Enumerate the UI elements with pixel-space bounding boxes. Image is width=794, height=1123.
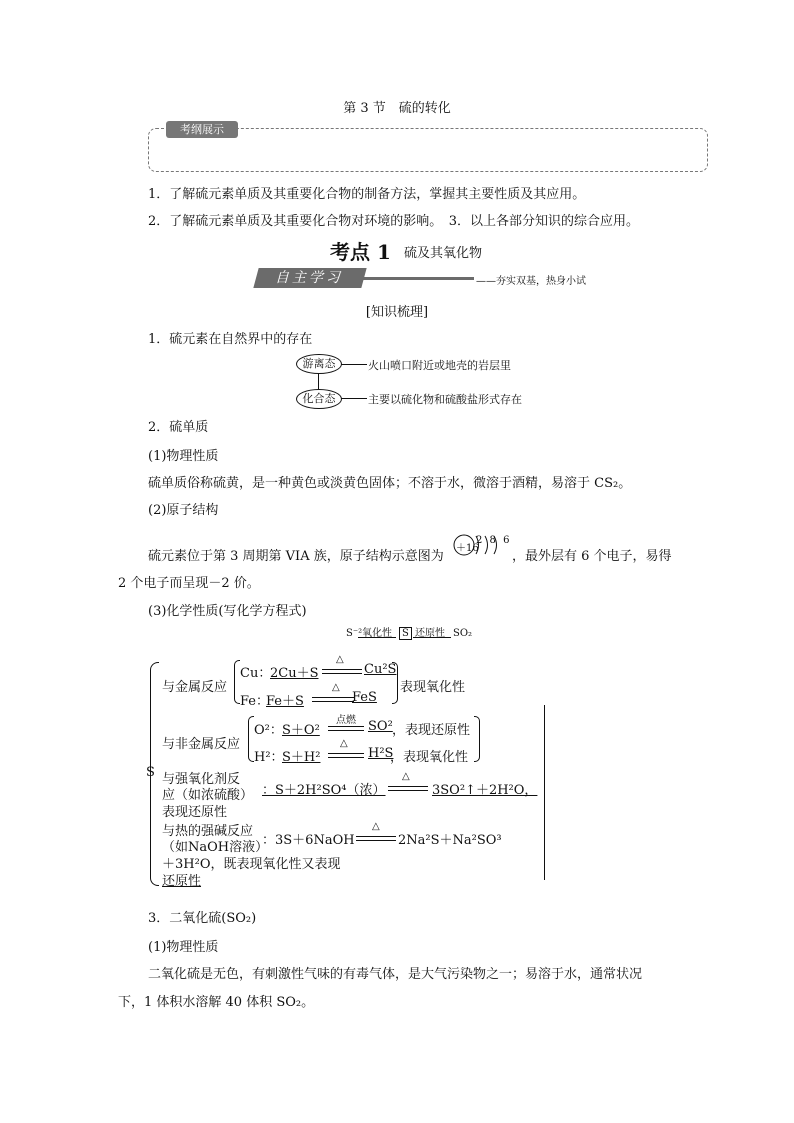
metal-suffix: 表现氧化性 [400, 680, 466, 695]
banner-label: 自主学习 [253, 268, 366, 288]
nonmetal-label: 与非金属反应 [162, 737, 241, 752]
s-letter: S [146, 765, 155, 780]
atom-nucleus: ＋16 [456, 543, 479, 554]
s3-phys-heading: (1)物理性质 [148, 940, 219, 955]
s1-heading: 1．硫元素在自然界中的存在 [148, 332, 313, 347]
s2-atom-text-a: 硫元素位于第 3 周期第 VIA 族，原子结构示意图为 [148, 549, 444, 564]
fe-eq-right: FeS [352, 690, 377, 705]
s2-atom-text-c: 2 个电子而呈现－2 价。 [118, 576, 260, 591]
base-eq-left: ：3S＋6NaOH [262, 833, 355, 848]
page-title: 第 3 节 硫的转化 [343, 101, 451, 116]
s2-atom-text-b: ，最外层有 6 个电子，易得 [512, 549, 672, 564]
base-equals [356, 836, 396, 841]
connector-line [318, 373, 319, 389]
o2-eq-left: S＋O² [282, 723, 320, 738]
combined-state-oval: 化合态 [296, 389, 342, 409]
nonmetal-brace-right [474, 716, 480, 762]
s2-heading: 2．硫单质 [148, 420, 209, 435]
h2-eq-right: H²S [368, 746, 394, 761]
scheme-reduction: 还原性 [415, 628, 445, 639]
acid-label-1: 与强氧化剂反 [162, 772, 241, 787]
outer-brace-right [538, 705, 545, 880]
fe-equals [312, 697, 354, 702]
kaodian-title: 考点 1 [330, 240, 391, 264]
acid-heat: △ [402, 771, 410, 782]
metal-label: 与金属反应 [162, 680, 228, 695]
o2-condition: 点燃 [336, 715, 356, 726]
cu-heat: △ [336, 654, 344, 665]
acid-label-2: 应（如浓硫酸） [162, 788, 254, 803]
connector-line [341, 364, 367, 365]
acid-equals [388, 786, 428, 791]
cu-eq-left: 2Cu＋S [270, 666, 319, 681]
scheme-right: SO₂ [453, 628, 473, 639]
s2-phys-heading: (1)物理性质 [148, 449, 219, 464]
s3-heading: 3．二氧化硫(SO₂) [148, 911, 257, 926]
s3-text-1: 二氧化硫是无色，有刺激性气味的有毒气体，是大气污染物之一；易溶于水，通常状况 [148, 967, 643, 982]
free-state-oval: 游离态 [296, 354, 342, 374]
metal-brace-right [392, 662, 398, 704]
base-label-2: （如NaOH溶液） [162, 840, 269, 855]
free-state-text: 火山喷口附近或地壳的岩层里 [368, 359, 511, 372]
atom-shells: 2 8 6 [476, 535, 512, 546]
o2-equals [328, 726, 364, 731]
combined-state-text: 主要以硫化物和硫酸盐形式存在 [368, 393, 522, 406]
h2-label: H²： [254, 750, 284, 765]
cu-label: Cu： [240, 666, 272, 681]
fe-label: Fe： [240, 694, 270, 709]
acid-eq-right: 3SO²↑＋2H²O， [432, 783, 538, 798]
scheme-center: S [399, 627, 412, 640]
base-label-1: 与热的强碱反应 [162, 824, 254, 839]
kaodian-subtitle: 硫及其氧化物 [404, 246, 483, 261]
syllabus-tab: 考纲展示 [166, 121, 238, 138]
s2-phys-text: 硫单质俗称硫黄，是一种黄色或淡黄色固体；不溶于水，微溶于酒精，易溶于 CS₂。 [148, 476, 632, 491]
base-line-2: ＋3H²O，既表现氧化性又表现 [162, 857, 341, 872]
h2-eq-left: S＋H² [282, 750, 321, 765]
fe-eq-left: Fe＋S [266, 694, 304, 709]
scheme-left: S⁻² [346, 628, 363, 639]
base-heat: △ [372, 821, 380, 832]
cu-eq-right: Cu²S [364, 662, 397, 677]
h2-suffix: ，表现氧化性 [390, 750, 469, 765]
o2-suffix: ，表现还原性 [392, 723, 471, 738]
base-eq-right: 2Na²S＋Na²SO³ [398, 833, 502, 848]
section-label: [知识梳理] [365, 305, 429, 320]
s2-atom-heading: (2)原子结构 [148, 503, 219, 518]
scheme-arrow-left [358, 637, 396, 638]
o2-label: O²： [254, 723, 283, 738]
cu-equals [322, 669, 362, 674]
banner-tag: ——夯实双基，热身小试 [474, 272, 588, 287]
scheme-oxidation: 氧化性 [362, 628, 392, 639]
h2-equals [328, 753, 364, 758]
acid-eq-left: ：S＋2H²SO⁴（浓） [262, 783, 386, 798]
h2-heat: △ [340, 738, 348, 749]
acid-suffix: 表现还原性 [162, 805, 228, 820]
fe-heat: △ [332, 682, 340, 693]
atom-structure-diagram [452, 533, 512, 557]
base-line-3: 还原性 [162, 874, 202, 889]
connector-line [341, 398, 367, 399]
s2-chem-heading: (3)化学性质(写化学方程式) [148, 604, 307, 619]
o2-eq-right: SO² [368, 719, 393, 734]
scheme-arrow-right [413, 637, 451, 638]
syllabus-item-2: 2．了解硫元素单质及其重要化合物对环境的影响。 3．以上各部分知识的综合应用。 [148, 214, 640, 229]
syllabus-item-1: 1．了解硫元素单质及其重要化合物的制备方法，掌握其主要性质及其应用。 [148, 187, 586, 202]
s3-text-2: 下，1 体积水溶解 40 体积 SO₂。 [118, 995, 315, 1010]
